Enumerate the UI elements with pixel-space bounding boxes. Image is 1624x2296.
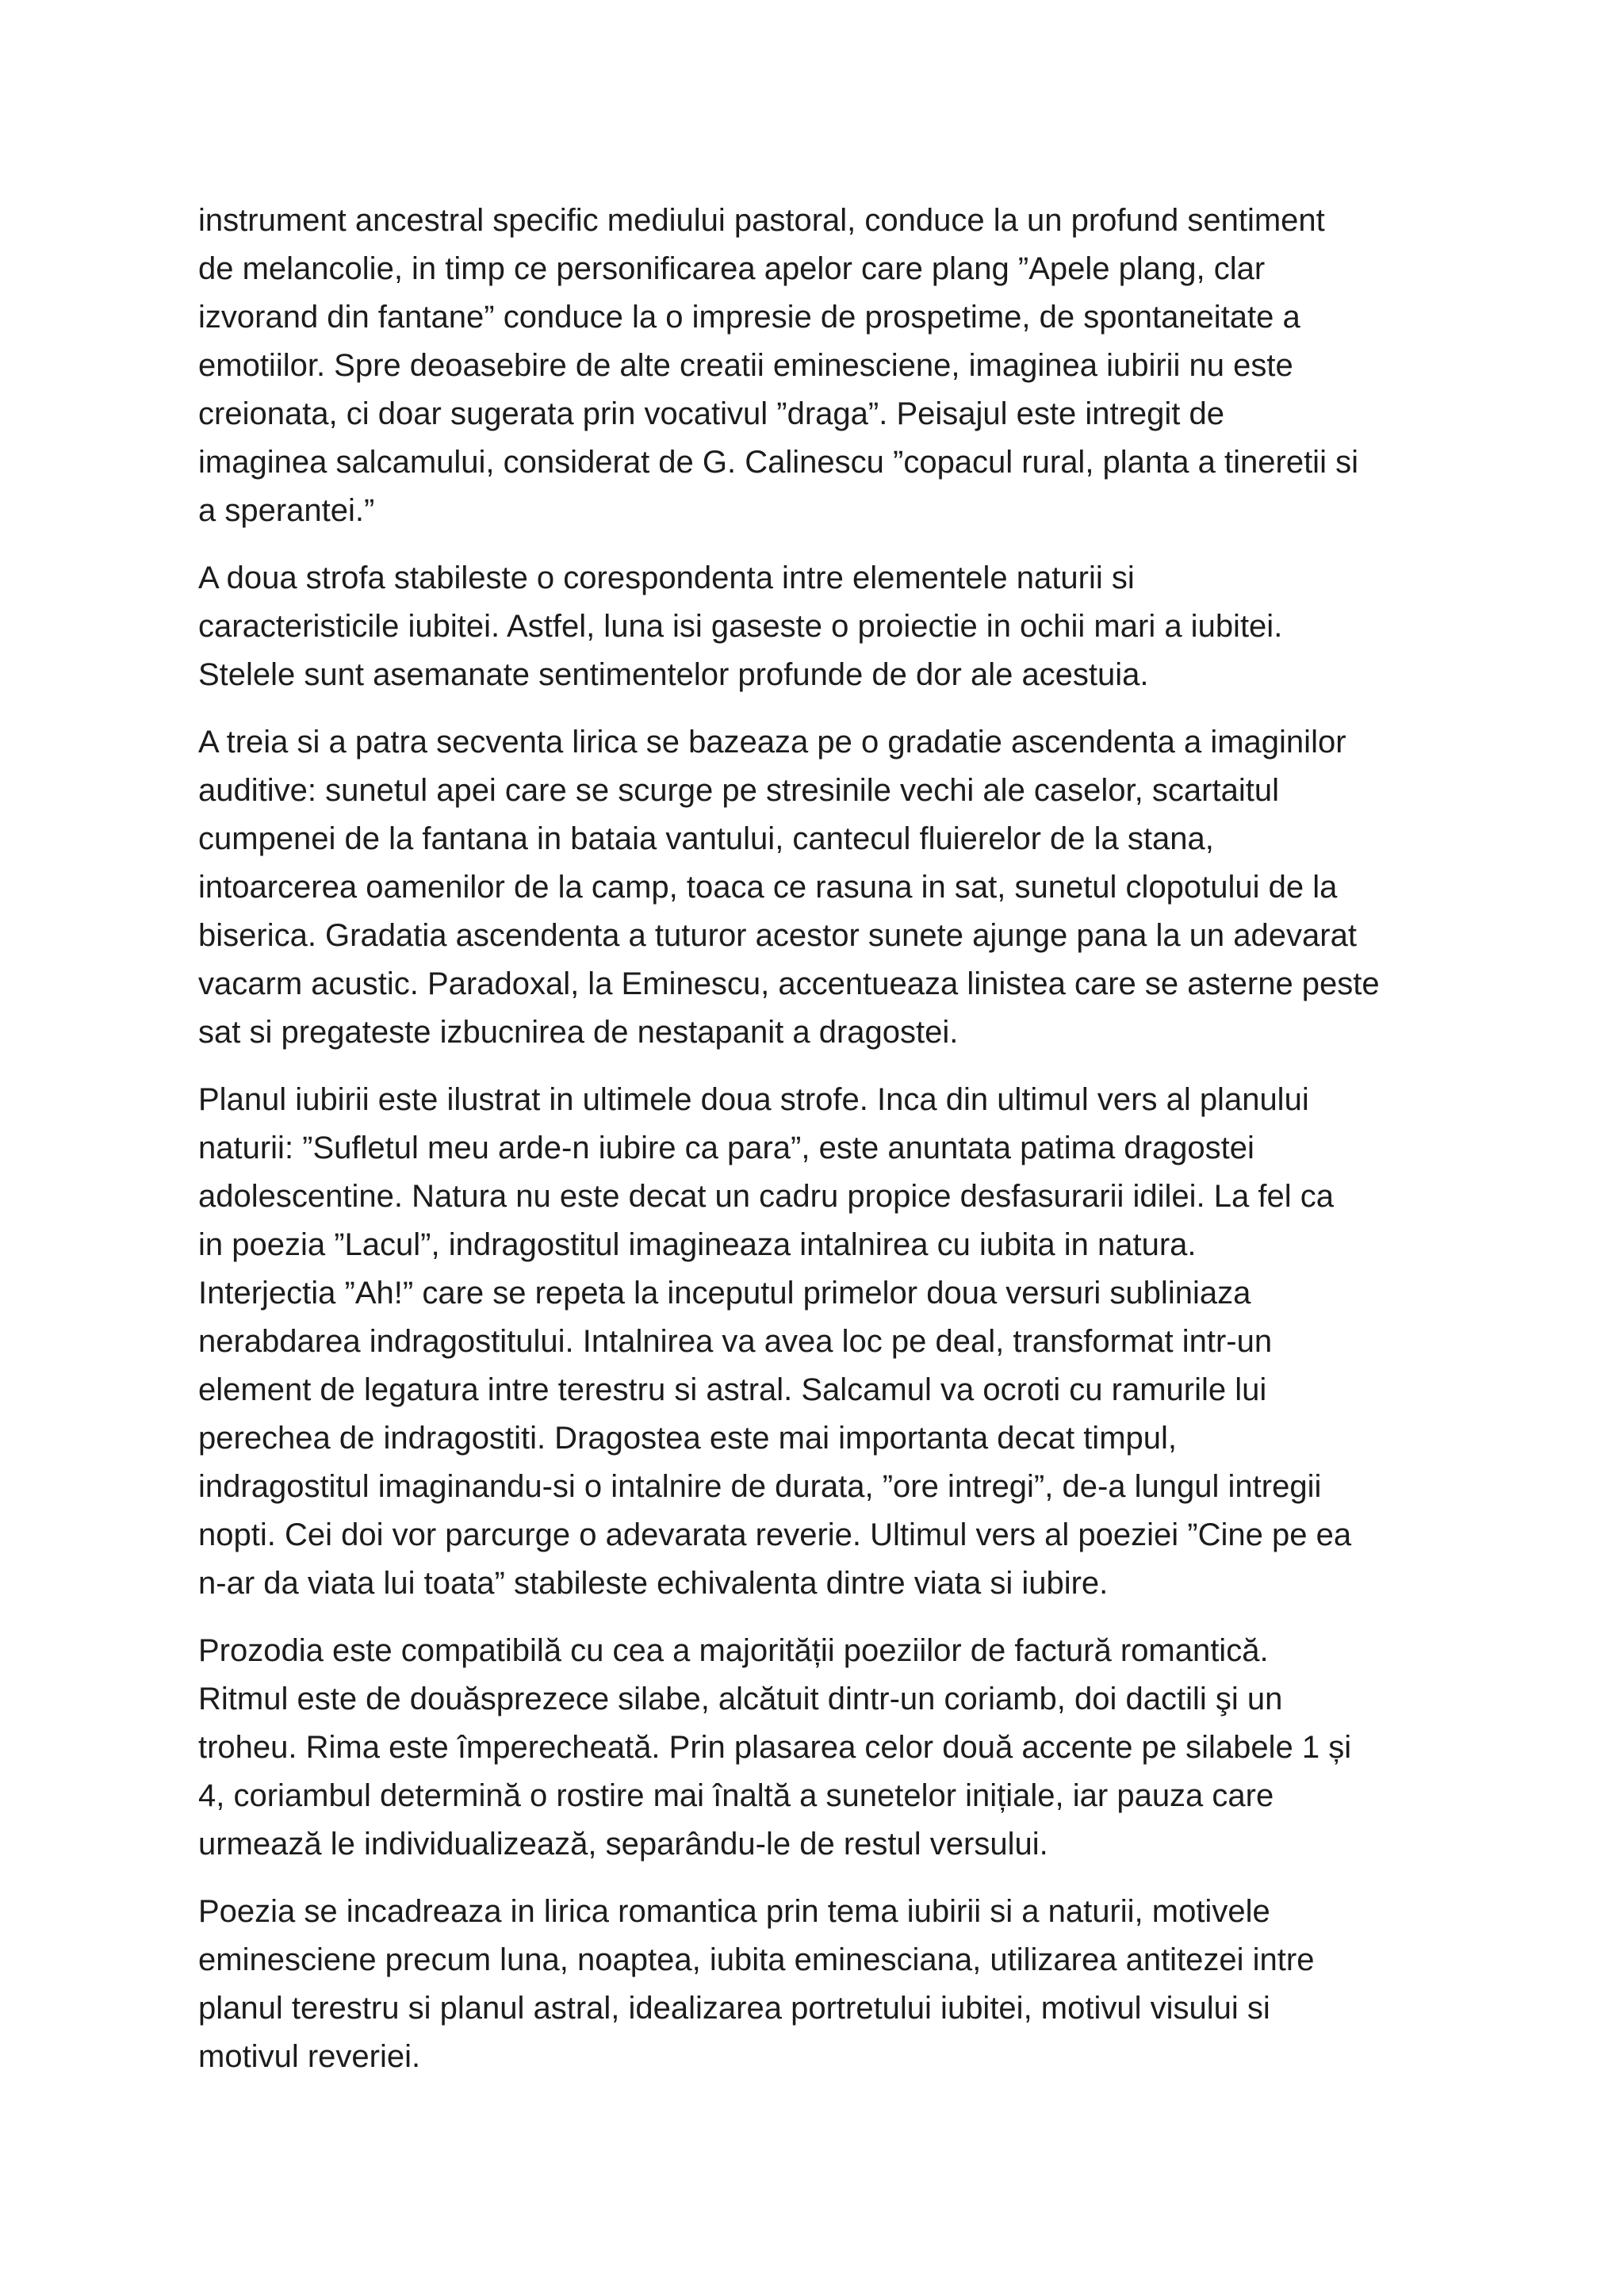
text-line: urmează le individualizează, separându-le de restul versului. (198, 1827, 1048, 1862)
text-line: in poezia ”Lacul”, indragostitul imagineaza intalnirea cu iubita in natura. (198, 1227, 1197, 1262)
text-line: auditive: sunetul apei care se scurge pe stresinile vechi ale caselor, scartaitul (198, 773, 1279, 808)
text-line: cumpenei de la fantana in bataia vantului, cantecul fluierelor de la stana, (198, 821, 1214, 856)
paragraph-6 (198, 1888, 1451, 2081)
text-line: perechea de indragostiti. Dragostea este mai importanta decat timpul, (198, 1421, 1178, 1456)
paragraph-5 (198, 1627, 1451, 1869)
text-line: de melancolie, in timp ce personificarea apelor care plang ”Apele plang, clar (198, 251, 1266, 286)
text-line: emotiilor. Spre deoasebire de alte creatii eminesciene, imaginea iubirii nu este (198, 348, 1293, 383)
text-line: Stelele sunt asemanate sentimentelor profunde de dor ale acestuia. (198, 657, 1149, 692)
paragraph-4 (198, 1076, 1451, 1608)
text-line: n-ar da viata lui toata” stabileste echivalenta dintre viata si iubire. (198, 1566, 1109, 1601)
text-line: biserica. Gradatia ascendenta a tuturor acestor sunete ajunge pana la un adevarat (198, 918, 1357, 953)
text-line: indragostitul imaginandu-si o intalnire de durata, ”ore intregi”, de-a lungul intregii (198, 1469, 1322, 1504)
text-line: 4, coriambul determină o rostire mai înaltă a sunetelor inițiale, iar pauza care (198, 1778, 1274, 1813)
text-line: Poezia se incadreaza in lirica romantica prin tema iubirii si a naturii, motivele (198, 1894, 1270, 1929)
text-line: vacarm acustic. Paradoxal, la Eminescu, accentueaza linistea care se asterne peste (198, 966, 1380, 1001)
document-body (198, 197, 1451, 2100)
text-line: A doua strofa stabileste o corespondenta intre elementele naturii si (198, 561, 1135, 595)
text-line: Planul iubirii este ilustrat in ultimele doua strofe. Inca din ultimul vers al planului (198, 1082, 1309, 1117)
text-line: creionata, ci doar sugerata prin vocativul ”draga”. Peisajul este intregit de (198, 396, 1225, 431)
text-line: adolescentine. Natura nu este decat un cadru propice desfasurarii idilei. La fel ca (198, 1179, 1334, 1214)
text-line: eminesciene precum luna, noaptea, iubita eminesciana, utilizarea antitezei intre (198, 1942, 1315, 1977)
text-line: motivul reveriei. (198, 2039, 421, 2074)
text-line: imaginea salcamului, considerat de G. Calinescu ”copacul rural, planta a tineretii si (198, 445, 1358, 480)
paragraph-3 (198, 718, 1451, 1057)
text-line: sat si pregateste izbucnirea de nestapanit a dragostei. (198, 1015, 959, 1050)
paragraph-2 (198, 554, 1451, 699)
text-line: nerabdarea indragostitului. Intalnirea va avea loc pe deal, transformat intr-un (198, 1324, 1273, 1359)
text-line: naturii: ”Sufletul meu arde-n iubire ca para”, este anuntata patima dragostei (198, 1131, 1254, 1165)
text-line: planul terestru si planul astral, idealizarea portretului iubitei, motivul visului si (198, 1991, 1270, 2026)
text-line: a sperantei.” (198, 493, 375, 528)
text-line: Ritmul este de douăsprezece silabe, alcătuit dintr-un coriamb, doi dactili şi un (198, 1682, 1283, 1716)
paragraph-1 (198, 197, 1451, 535)
text-line: instrument ancestral specific mediului pastoral, conduce la un profund sentiment (198, 203, 1325, 238)
text-line: A treia si a patra secventa lirica se bazeaza pe o gradatie ascendenta a imaginilor (198, 725, 1346, 760)
text-line: izvorand din fantane” conduce la o impresie de prospetime, de spontaneitate a (198, 300, 1300, 335)
text-line: Interjectia ”Ah!” care se repeta la inceputul primelor doua versuri subliniaza (198, 1276, 1251, 1311)
text-line: caracteristicile iubitei. Astfel, luna isi gaseste o proiectie in ochii mari a iubitei. (198, 609, 1283, 644)
text-line: troheu. Rima este împerecheată. Prin plasarea celor două accente pe silabele 1 și (198, 1730, 1352, 1765)
text-line: Prozodia este compatibilă cu cea a majorității poeziilor de factură romantică. (198, 1633, 1269, 1668)
text-line: element de legatura intre terestru si astral. Salcamul va ocroti cu ramurile lui (198, 1372, 1267, 1407)
text-line: intoarcerea oamenilor de la camp, toaca ce rasuna in sat, sunetul clopotului de la (198, 870, 1338, 905)
text-line: nopti. Cei doi vor parcurge o adevarata reverie. Ultimul vers al poeziei ”Cine pe ea (198, 1517, 1352, 1552)
